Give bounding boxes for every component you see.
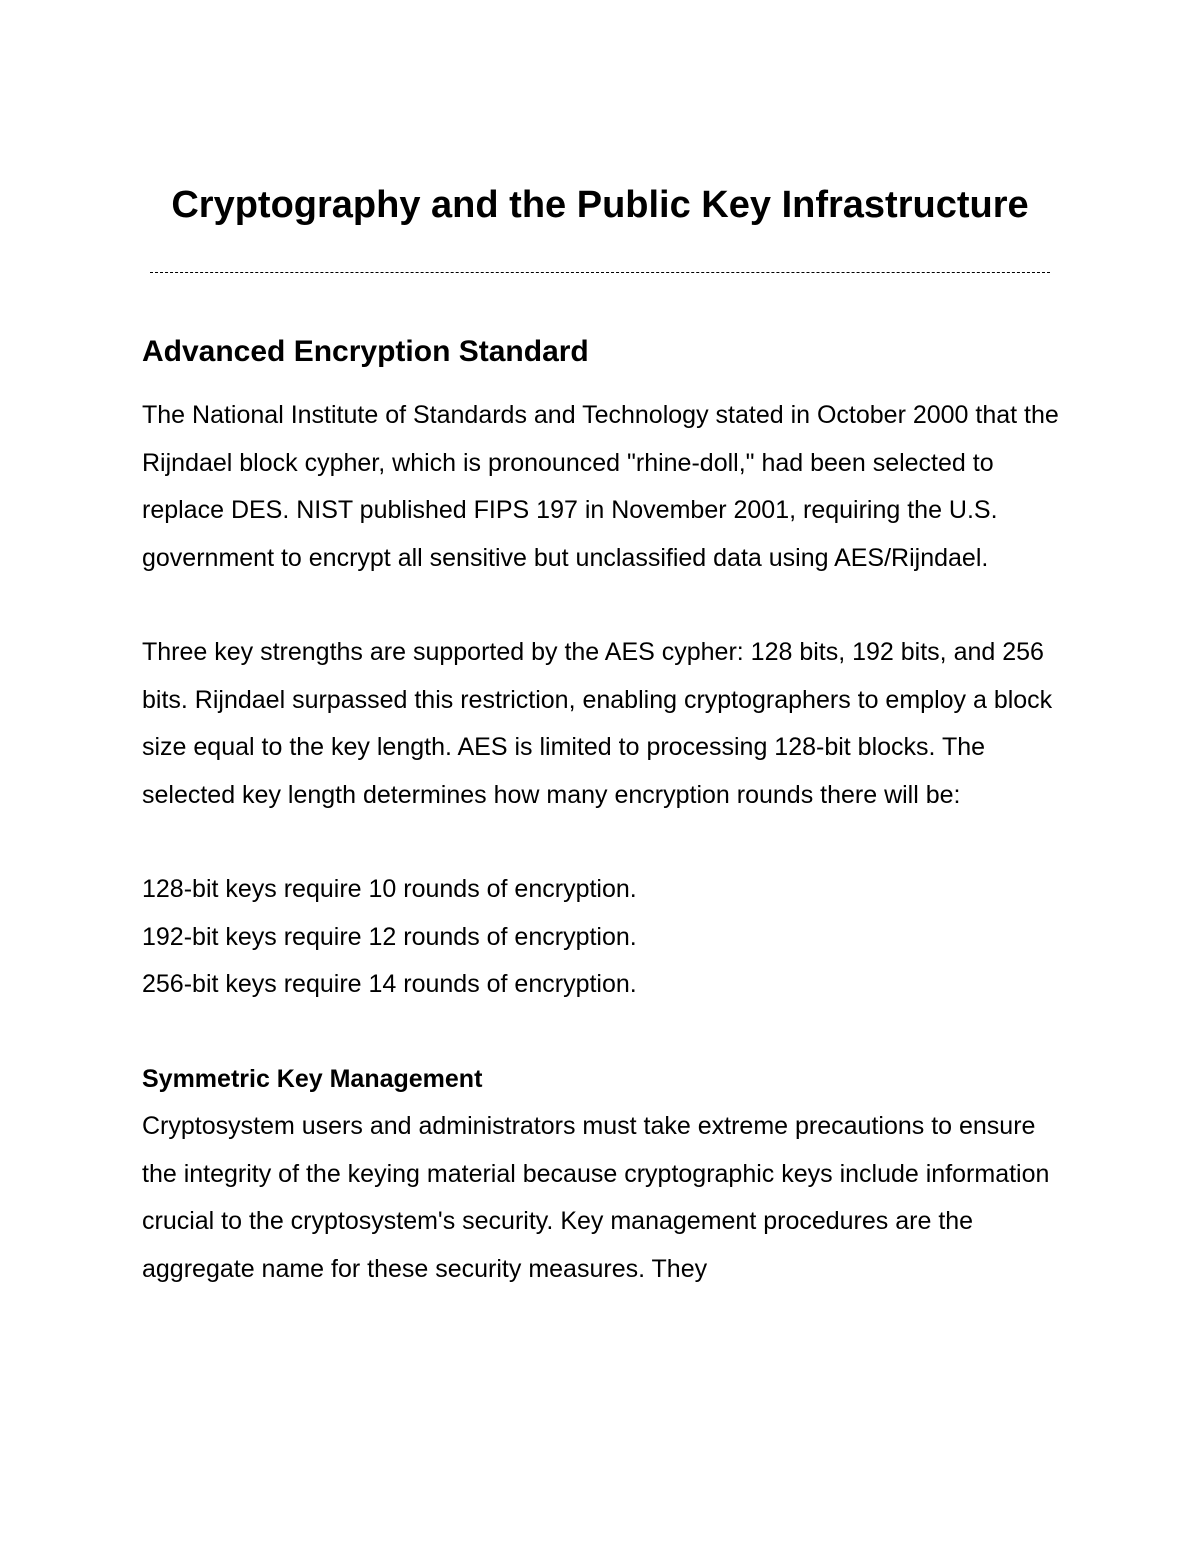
section-heading-aes: Advanced Encryption Standard <box>142 335 589 368</box>
document-title: Cryptography and the Public Key Infrastructure <box>171 184 1029 226</box>
title-divider <box>150 272 1050 273</box>
paragraph-spacer <box>142 582 1072 629</box>
paragraph-key-management: Cryptosystem users and administrators must take extreme precautions to ensure the integrity of the keying material because cryptographic keys include information crucial to the cryptosystem's security. Key management procedures are the aggregate name for these security measures. They <box>142 1112 1050 1283</box>
list-item-rounds-128: 128-bit keys require 10 rounds of encryption. <box>142 875 637 903</box>
paragraph-spacer <box>142 1009 1072 1056</box>
paragraph-key-strengths: Three key strengths are supported by the AES cypher: 128 bits, 192 bits, and 256 bits. Rijndael surpassed this restriction, enabling cryptographers to employ a block size equal to the key length. AES is limited to processing 128-bit blocks. The selected key length determines how many encryption rounds there will be: <box>142 638 1053 809</box>
list-item-rounds-192: 192-bit keys require 12 rounds of encryption. <box>142 922 637 951</box>
subsection-heading-key-management: Symmetric Key Management <box>142 1064 483 1093</box>
list-item-rounds-256: 256-bit keys require 14 rounds of encryption. <box>142 970 637 998</box>
paragraph-aes-intro: The National Institute of Standards and Technology stated in October 2000 that the Rijndael block cypher, which is pronounced "rhine-doll," had been selected to replace DES. NIST published FIPS 197 in November 2001, requiring the U.S. government to encrypt all sensitive but unclassified data using AES/Rijndael. <box>142 401 1059 572</box>
document-body <box>142 330 1072 1293</box>
paragraph-spacer <box>142 819 1072 866</box>
